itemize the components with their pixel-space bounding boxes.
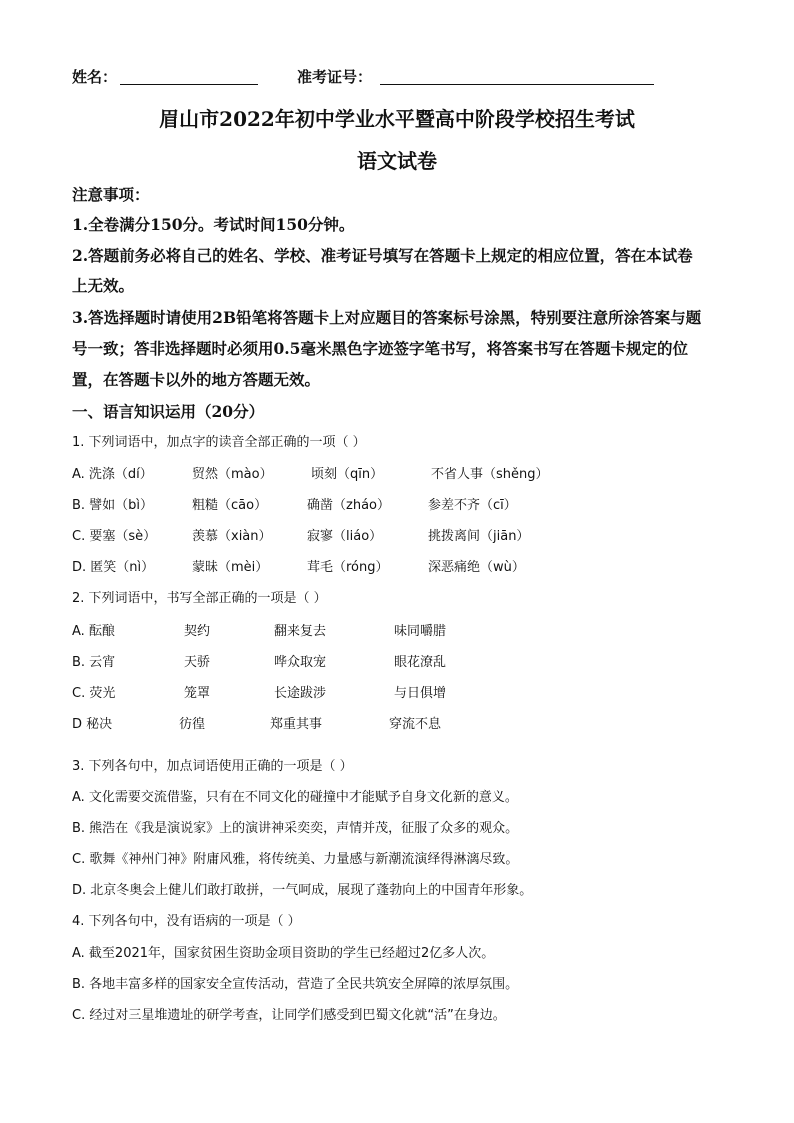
- name-underline: [120, 84, 258, 85]
- q2-option-c-word-3: 长途跋涉: [274, 686, 327, 701]
- q1-option-b-word-1: B. 譬如（bì）: [72, 498, 154, 513]
- q2-option-b-word-1: B. 云宵: [72, 655, 116, 670]
- q1-option-c-word-3: 寂寥（liáo）: [307, 529, 383, 544]
- q1-option-a-word-2: 贸然（mào）: [192, 467, 273, 482]
- question-3-option-c: C. 歌舞《神州门神》附庸风雅，将传统美、力量感与新潮流演绎得淋漓尽致。: [72, 852, 519, 867]
- q2-option-c-word-4: 与日俱增: [394, 686, 447, 701]
- notice-item-1: 1.全卷满分150分。考试时间150分钟。: [72, 215, 355, 234]
- q2-option-c-word-1: C. 荧光: [72, 686, 116, 701]
- q1-option-b-word-2: 粗糙（cāo）: [192, 498, 268, 513]
- q1-option-a-word-3: 顷刻（qīn）: [311, 467, 384, 482]
- exam-title: 眉山市2022年初中学业水平暨高中阶段学校招生考试: [159, 107, 635, 131]
- question-3-option-b: B. 熊浩在《我是演说家》上的演讲神采奕奕，声情并茂，征服了众多的观众。: [72, 821, 519, 836]
- q2-option-b-word-2: 天骄: [184, 655, 211, 670]
- question-1-stem: 1. 下列词语中，加点字的读音全部正确的一项（ ）: [72, 435, 366, 450]
- q2-option-a-word-4: 味同嚼腊: [394, 624, 447, 639]
- q1-option-c-word-1: C. 要塞（sè）: [72, 529, 157, 544]
- notice-item-2-line-1: 2.答题前务必将自己的姓名、学校、准考证号填写在答题卡上规定的相应位置，答在本试卷: [72, 246, 693, 265]
- q2-option-b-word-4: 眼花潦乱: [394, 655, 447, 670]
- section-heading-1: 一、语言知识运用（20分）: [72, 402, 265, 421]
- exam-subtitle: 语文试卷: [357, 149, 437, 173]
- question-4-option-a: A. 截至2021年，国家贫困生资助金项目资助的学生已经超过2亿多人次。: [72, 946, 495, 961]
- exam-id-underline: [380, 84, 654, 85]
- q2-option-a-word-3: 翻来复去: [274, 624, 327, 639]
- q1-option-a-word-4: 不省人事（shěng）: [431, 467, 549, 482]
- notice-heading: 注意事项：: [72, 185, 150, 204]
- question-2-stem: 2. 下列词语中，书写全部正确的一项是（ ）: [72, 591, 327, 606]
- q2-option-a-word-1: A. 酝酿: [72, 624, 115, 639]
- exam-id-label: 准考证号：: [297, 68, 373, 86]
- question-4-option-c: C. 经过对三星堆遗址的研学考查，让同学们感受到巴蜀文化就“活”在身边。: [72, 1008, 506, 1023]
- question-4-option-b: B. 各地丰富多样的国家安全宣传活动，营造了全民共筑安全屏障的浓厚氛围。: [72, 977, 519, 992]
- q1-option-c-word-4: 挑拨离间（jiān）: [428, 529, 530, 544]
- question-3-stem: 3. 下列各句中，加点词语使用正确的一项是（ ）: [72, 759, 353, 774]
- q2-option-c-word-2: 笼罩: [184, 686, 211, 701]
- q1-option-a-word-1: A. 洗涤（dí）: [72, 467, 153, 482]
- q2-option-d-word-2: 彷徨: [179, 717, 206, 732]
- q1-option-c-word-2: 羡慕（xiàn）: [192, 529, 272, 544]
- name-label: 姓名：: [72, 68, 118, 86]
- q1-option-d-word-2: 蒙昧（mèi）: [192, 560, 269, 575]
- q1-option-d-word-3: 茸毛（róng）: [307, 560, 389, 575]
- q1-option-d-word-4: 深恶痛绝（wù）: [428, 560, 525, 575]
- notice-item-2-line-2: 上无效。: [72, 276, 135, 295]
- notice-item-3-line-3: 置，在答题卡以外的地方答题无效。: [72, 370, 321, 389]
- q2-option-d-word-3: 郑重其事: [270, 717, 323, 732]
- q1-option-b-word-3: 确凿（zháo）: [307, 498, 390, 513]
- notice-item-3-line-2: 号一致；答非选择题时必须用0.5毫米黑色字迹签字笔书写，将答案书写在答题卡规定的位: [72, 339, 688, 358]
- q2-option-a-word-2: 契约: [184, 624, 211, 639]
- notice-item-3-line-1: 3.答选择题时请使用2B铅笔将答题卡上对应题目的答案标号涂黑，特别要注意所涂答案与题: [72, 308, 702, 327]
- q2-option-d-word-1: D 秘决: [72, 717, 113, 732]
- q2-option-d-word-4: 穿流不息: [389, 717, 442, 732]
- question-3-option-d: D. 北京冬奥会上健儿们敢打敢拼，一气呵成，展现了蓬勃向上的中国青年形象。: [72, 883, 533, 898]
- q1-option-d-word-1: D. 匿笑（nì）: [72, 560, 155, 575]
- question-3-option-a: A. 文化需要交流借鉴，只有在不同文化的碰撞中才能赋予自身文化新的意义。: [72, 790, 518, 805]
- q1-option-b-word-4: 参差不齐（cī）: [428, 498, 517, 513]
- question-4-stem: 4. 下列各句中，没有语病的一项是（ ）: [72, 914, 301, 929]
- q2-option-b-word-3: 哗众取宠: [274, 655, 327, 670]
